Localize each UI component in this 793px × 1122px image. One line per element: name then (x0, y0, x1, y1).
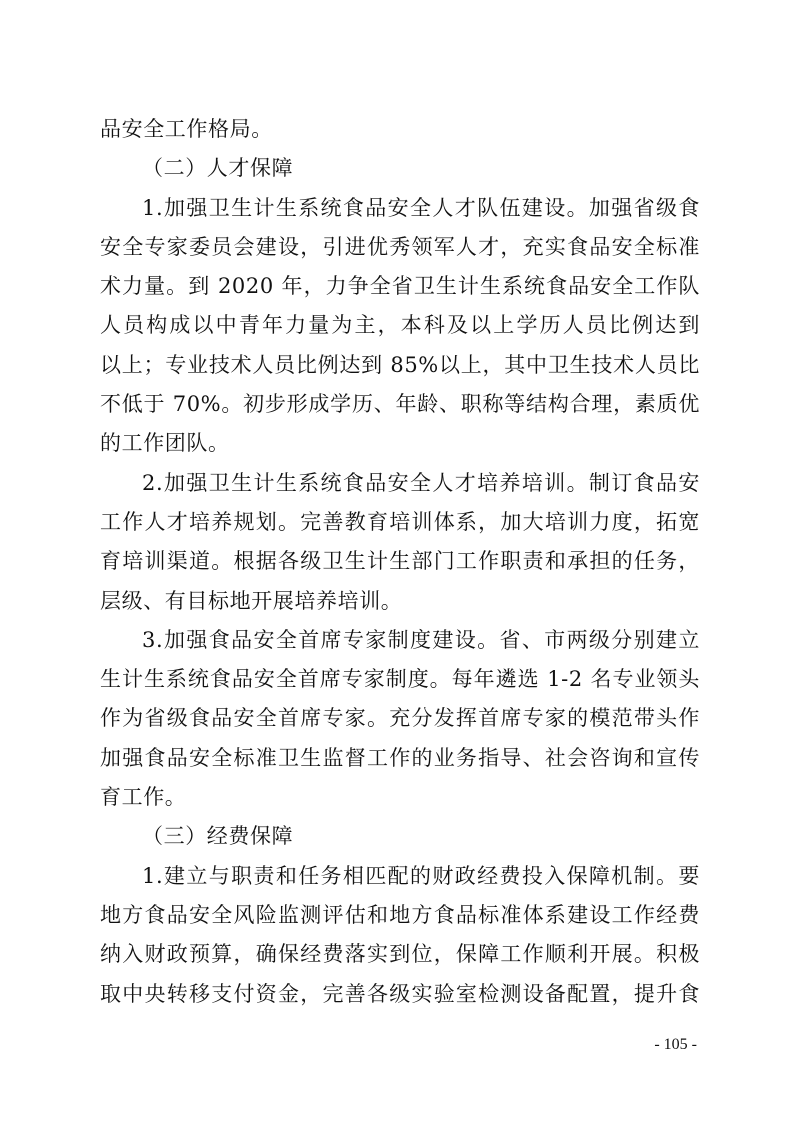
text-line: 地方食品安全风险监测评估和地方食品标准体系建设工作经费 (100, 902, 700, 927)
text-line: （二）人才保障 (142, 156, 294, 181)
text-line: 纳入财政预算，确保经费落实到位，保障工作顺利开展。积极 (100, 942, 700, 967)
text-line: 术力量。到 2020 年，力争全省卫生计生系统食品安全工作队 (100, 274, 700, 299)
text-line: 品安全工作格局。 (100, 117, 273, 141)
text-line: 1.建立与职责和任务相匹配的财政经费投入保障机制。要 (142, 863, 700, 888)
text-line: 取中央转移支付资金，完善各级实验室检测设备配置，提升食 (100, 981, 700, 1006)
text-line: 加强食品安全标准卫生监督工作的业务指导、社会咨询和宣传 (100, 745, 700, 770)
text-line: 2.加强卫生计生系统食品安全人才培养培训。制订食品安 (142, 470, 700, 495)
text-line: 安全专家委员会建设，引进优秀领军人才，充实食品安全标准 (100, 234, 700, 259)
text-line: 人员构成以中青年力量为主，本科及以上学历人员比例达到 (100, 313, 700, 338)
text-line: 不低于 70%。初步形成学历、年龄、职称等结构合理，素质优 (100, 392, 700, 417)
text-line: 层级、有目标地开展培养培训。 (100, 588, 403, 613)
document-body (100, 110, 700, 1014)
text-line: 育工作。 (100, 785, 187, 810)
text-line: 的工作团队。 (100, 431, 230, 456)
text-line: 工作人才培养规划。完善教育培训体系，加大培训力度，拓宽 (100, 509, 700, 534)
text-line: （三）经费保障 (142, 824, 294, 849)
text-line: 1.加强卫生计生系统食品安全人才队伍建设。加强省级食 (142, 195, 700, 220)
page-number: - 105 - (654, 1036, 697, 1053)
text-line: 以上；专业技术人员比例达到 85%以上，其中卫生技术人员比 (100, 352, 700, 377)
text-line: 3.加强食品安全首席专家制度建设。省、市两级分别建立 (142, 627, 700, 652)
text-line: 生计生系统食品安全首席专家制度。每年遴选 1-2 名专业领头 (100, 667, 700, 692)
text-line: 育培训渠道。根据各级卫生计生部门工作职责和承担的任务， (100, 549, 700, 574)
text-line: 作为省级食品安全首席专家。充分发挥首席专家的模范带头作 (100, 706, 700, 731)
